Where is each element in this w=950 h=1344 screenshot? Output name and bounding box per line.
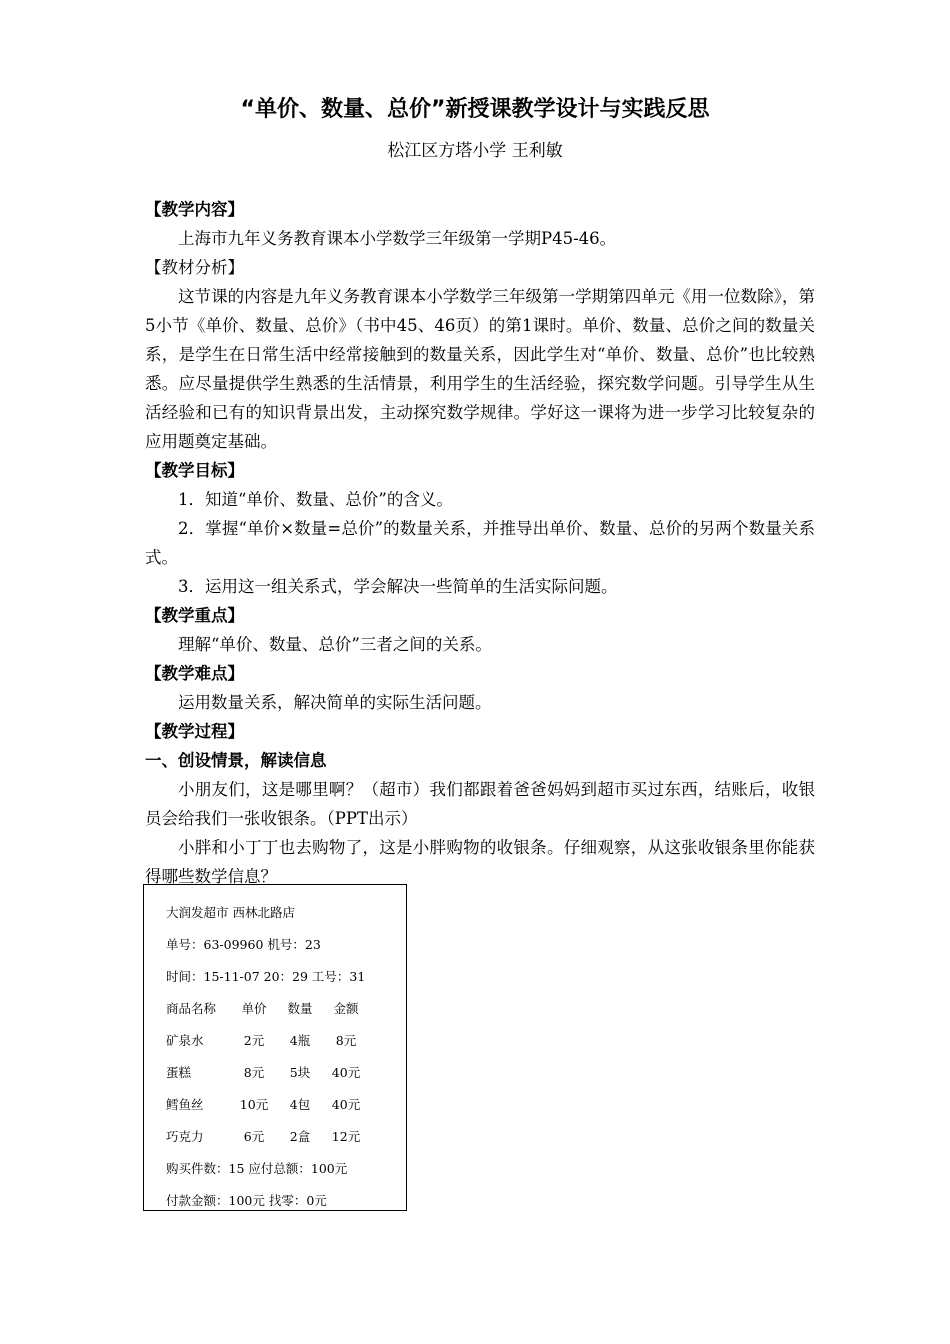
author-line: 松江区方塔小学 王利敏 — [387, 141, 563, 161]
document-body — [145, 195, 815, 891]
receipt-cell: 巧克力 — [166, 1129, 204, 1144]
paragraph-key: 理解“单价、数量、总价”三者之间的关系。 — [178, 635, 492, 654]
receipt-cell: 10元 — [239, 1097, 269, 1112]
receipt-cell: 4瓶 — [289, 1033, 311, 1048]
receipt-store: 大润发超市 西林北路店 — [166, 905, 295, 920]
receipt-cell: 12元 — [331, 1129, 361, 1144]
receipt-payment: 付款金额：100元 找零：0元 — [166, 1193, 327, 1208]
section-heading-process: 【教学过程】 — [145, 722, 244, 741]
goal-item-2: 2．掌握“单价×数量=总价”的数量关系，并推导出单价、数量、总价的另两个数量关系式。 — [145, 519, 815, 567]
receipt-cell: 6元 — [243, 1129, 265, 1144]
section-heading-key: 【教学重点】 — [145, 606, 244, 625]
receipt-cell: 4包 — [289, 1097, 311, 1112]
goal-item-1: 1．知道“单价、数量、总价”的含义。 — [178, 490, 453, 509]
paragraph-difficulty: 运用数量关系，解决简单的实际生活问题。 — [178, 693, 492, 712]
receipt-box — [143, 884, 407, 1211]
receipt-cell: 2元 — [243, 1033, 265, 1048]
paragraph-analysis: 这节课的内容是九年义务教育课本小学数学三年级第一学期第四单元《用一位数除》，第5小节《单价、数量、总价》（书中45、46页）的第1课时。单价、数量、总价之间的数量关系，是学生在日常生活中经常接触到的数量关系，因此学生对“单价、数量、总价”也比较熟悉。应尽量提供学生熟悉的生活情景，利用学生的生活经验，探究数学问题。引导学生从生活经验和已有的知识背景出发，主动探究数学规律。学好这一课将为进一步学习比较复杂的应用题奠定基础。 — [145, 287, 815, 451]
receipt-item-row — [166, 1057, 406, 1089]
section-heading-content: 【教学内容】 — [145, 200, 244, 219]
paragraph-content: 上海市九年义务教育课本小学数学三年级第一学期P45-46。 — [178, 229, 617, 248]
receipt-cell: 5块 — [289, 1065, 311, 1080]
section-heading-analysis: 【教材分析】 — [145, 258, 244, 277]
receipt-cell: 鳕鱼丝 — [166, 1097, 204, 1112]
receipt-header-row — [166, 993, 406, 1025]
receipt-item-row — [166, 1025, 406, 1057]
receipt-item-row — [166, 1121, 406, 1153]
document-title: “单价、数量、总价”新授课教学设计与实践反思 — [240, 97, 710, 122]
step1-paragraph-2: 小胖和小丁丁也去购物了，这是小胖购物的收银条。仔细观察，从这张收银条里你能获得哪些数学信息？ — [145, 838, 815, 886]
receipt-header-cell: 金额 — [333, 1001, 359, 1016]
section-heading-difficulty: 【教学难点】 — [145, 664, 244, 683]
goal-item-3: 3．运用这一组关系式，学会解决一些简单的生活实际问题。 — [178, 577, 618, 596]
receipt-header-cell: 数量 — [287, 1001, 313, 1016]
step1-paragraph-1: 小朋友们，这是哪里啊？（超市）我们都跟着爸爸妈妈到超市买过东西，结账后，收银员会给我们一张收银条。（PPT出示） — [145, 780, 815, 828]
receipt-header-cell: 商品名称 — [166, 1001, 217, 1016]
receipt-item-row — [166, 1089, 406, 1121]
receipt-summary: 购买件数：15 应付总额：100元 — [166, 1161, 348, 1176]
receipt-cell: 2盒 — [289, 1129, 311, 1144]
receipt-header-cell: 单价 — [241, 1001, 267, 1016]
receipt-cell: 8元 — [243, 1065, 265, 1080]
receipt-cell: 8元 — [335, 1033, 357, 1048]
receipt-cell: 蛋糕 — [166, 1065, 192, 1080]
receipt-cell: 40元 — [331, 1065, 361, 1080]
receipt-cell: 40元 — [331, 1097, 361, 1112]
receipt-cell: 矿泉水 — [166, 1033, 204, 1048]
receipt-time: 时间：15-11-07 20：29 工号：31 — [166, 969, 366, 984]
receipt-order: 单号：63-09960 机号：23 — [166, 937, 321, 952]
section-heading-goals: 【教学目标】 — [145, 461, 244, 480]
step-heading-1: 一、创设情景，解读信息 — [145, 751, 327, 770]
